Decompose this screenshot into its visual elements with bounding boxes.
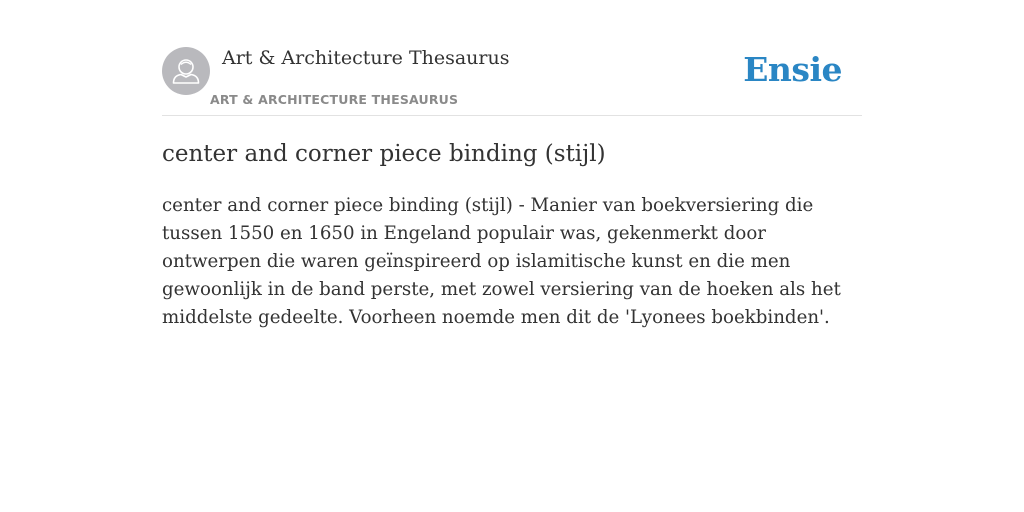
- entry-title: center and corner piece binding (stijl): [162, 141, 606, 167]
- entry-definition: center and corner piece binding (stijl) - Manier van boekversiering die tussen 1550 en 1650 in Engeland populair was, gekenmerkt door ontwerpen die waren geïnspireerd op islamitische kunst en die men gewoonlijk in de band perste, met zowel versiering van de hoeken als het middelste gedeelte. Voorheen noemde men dit de 'Lyonees boekbinden'.: [162, 195, 841, 328]
- user-silhouette-icon: [162, 47, 210, 95]
- brand-logo[interactable]: Ensie: [743, 50, 842, 89]
- author-name-link[interactable]: Art & Architecture Thesaurus: [222, 47, 510, 69]
- page-container: [162, 0, 862, 328]
- author-source-label[interactable]: ART & ARCHITECTURE THESAURUS: [210, 92, 459, 107]
- avatar[interactable]: [162, 47, 210, 95]
- header: [162, 0, 862, 116]
